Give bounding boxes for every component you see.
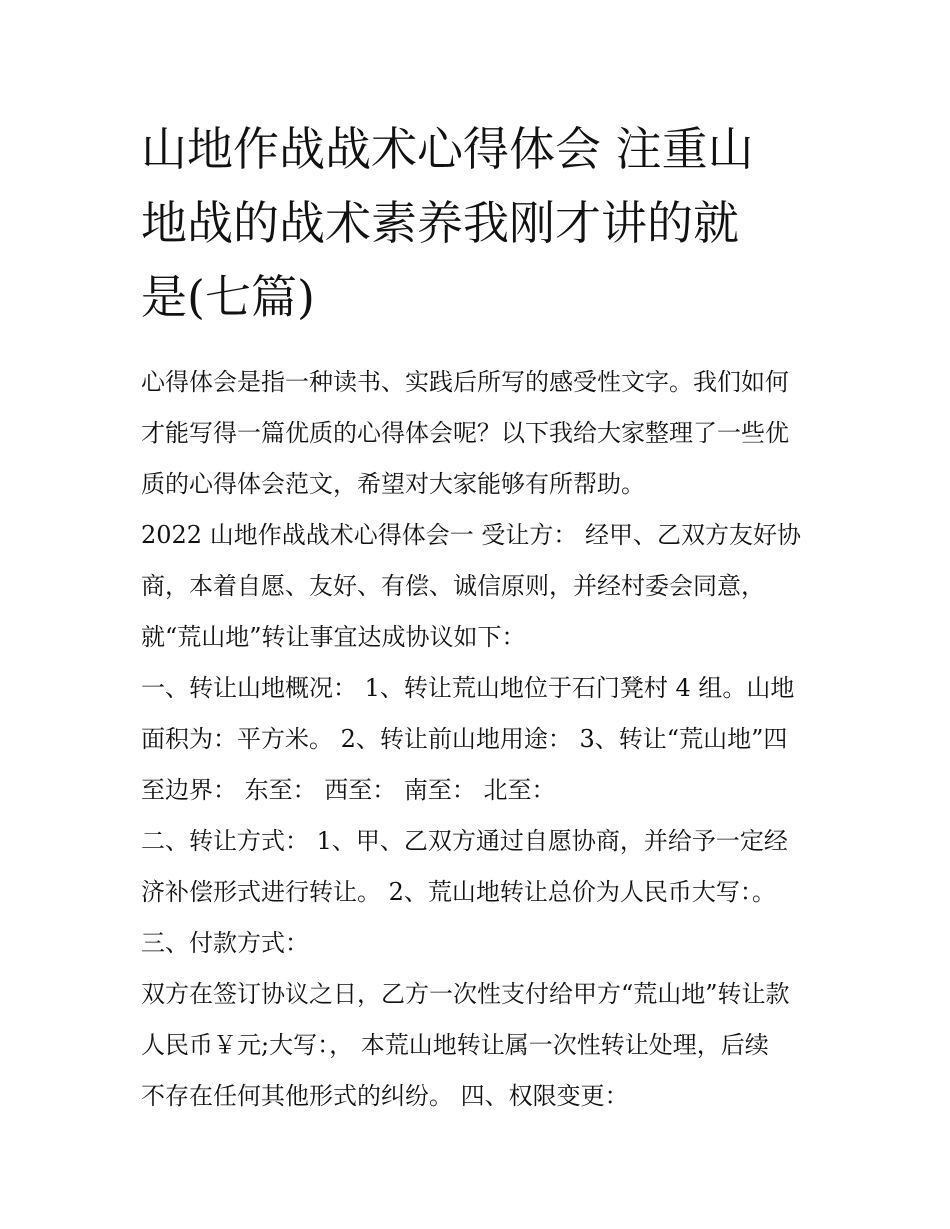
body-line: 二、转让方式： 1、甲、乙双方通过自愿协商，并给予一定经: [141, 827, 788, 855]
body-line: 人民币￥元;大写：， 本荒山地转让属一次性转让处理，后续: [141, 1031, 769, 1059]
body-line: 三、付款方式：: [141, 929, 309, 957]
body-line: 面积为：平方米。 2、转让前山地用途： 3、转让“荒山地”四: [141, 725, 788, 753]
title-line: 山地作战战术心得体会 注重山: [141, 122, 754, 176]
title-line: 是(七篇): [141, 270, 315, 324]
body-line: 双方在签订协议之日，乙方一次性支付给甲方“荒山地”转让款: [141, 980, 790, 1008]
title-line: 地战的战术素养我刚才讲的就: [141, 196, 739, 250]
document-body: [141, 357, 821, 1122]
body-line: 至边界： 东至： 西至： 南至： 北至：: [141, 776, 556, 804]
body-line: 一、转让山地概况： 1、转让荒山地位于石门凳村 4 组。山地: [141, 674, 795, 702]
body-line: 济补偿形式进行转让。 2、荒山地转让总价为人民币大写：。: [141, 878, 776, 906]
document-title: [141, 112, 821, 334]
body-line: 不存在任何其他形式的纠纷。 四、权限变更：: [141, 1082, 629, 1110]
body-line: 心得体会是指一种读书、实践后所写的感受性文字。我们如何: [141, 368, 789, 396]
body-line: 就“荒山地”转让事宜达成协议如下：: [141, 623, 526, 651]
body-line: 商，本着自愿、友好、有偿、诚信原则，并经村委会同意，: [141, 572, 765, 600]
body-line: 2022 山地作战战术心得体会一 受让方： 经甲、乙双方友好协: [141, 521, 801, 549]
body-line: 质的心得体会范文，希望对大家能够有所帮助。: [141, 470, 645, 498]
body-line: 才能写得一篇优质的心得体会呢？以下我给大家整理了一些优: [141, 419, 789, 447]
